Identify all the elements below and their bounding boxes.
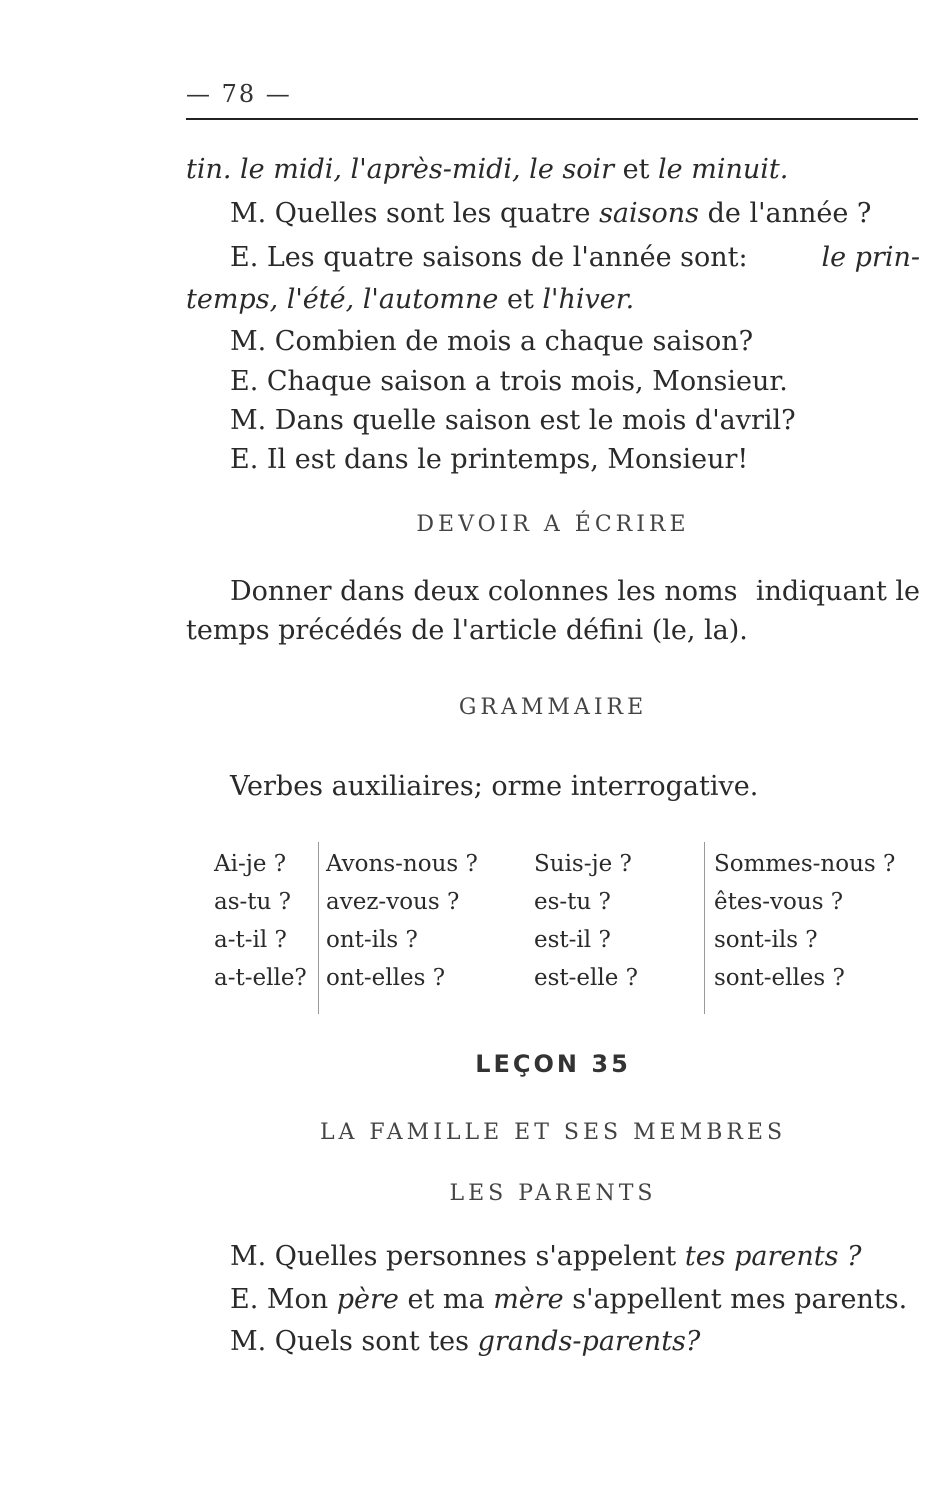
conj-column-1 <box>214 845 307 997</box>
conj-cell: sont-elles ? <box>714 965 845 991</box>
text-span: M. Quels sont tes <box>230 1326 478 1357</box>
dialogue-line-1 <box>230 1240 938 1274</box>
text-span: père <box>336 1284 399 1315</box>
conj-cell: ont-ils ? <box>326 927 418 953</box>
conj-cell: ont-elles ? <box>326 965 446 991</box>
devoir-heading: DEVOIR A ÉCRIRE <box>416 512 690 537</box>
text-span: le prin- <box>821 242 920 273</box>
text-span: et <box>614 154 659 185</box>
text-span: tin. le midi, l'après-midi, le soir <box>186 154 615 185</box>
conj-cell: Sommes-nous ? <box>714 851 896 877</box>
dialogue-line-3 <box>230 1325 938 1359</box>
text-span: E. Les quatre saisons de l'année sont: <box>230 242 748 273</box>
text-line-8: E. Il est dans le printemps, Monsieur! <box>230 444 749 475</box>
conj-column-2 <box>326 845 478 997</box>
text-span: tes parents ? <box>684 1241 862 1272</box>
lecon-title: LEÇON 35 <box>475 1050 631 1078</box>
text-span: le minuit. <box>658 154 789 185</box>
conj-cell: a-t-elle? <box>214 965 307 991</box>
conj-cell: Suis-je ? <box>534 851 632 877</box>
text-line-6: E. Chaque saison a trois mois, Monsieur. <box>230 366 788 397</box>
dialogue-line-2 <box>230 1283 938 1317</box>
conj-column-3 <box>534 845 638 997</box>
grammaire-heading: GRAMMAIRE <box>458 695 648 720</box>
conj-cell: avez-vous ? <box>326 889 460 915</box>
text-span: mère <box>493 1284 564 1315</box>
conj-cell: es-tu ? <box>534 889 611 915</box>
text-span: l'hiver. <box>542 284 635 315</box>
devoir-line-2: temps précédés de l'article défini (le, la). <box>186 615 748 646</box>
text-line-1 <box>186 153 920 187</box>
text-line-3 <box>230 241 920 275</box>
text-line-7: M. Dans quelle saison est le mois d'avril? <box>230 405 796 436</box>
column-separator <box>704 842 705 1014</box>
text-span: de l'année ? <box>699 198 872 229</box>
devoir-line-1 <box>230 575 920 609</box>
text-line-2 <box>230 197 938 231</box>
conj-cell: Ai-je ? <box>214 851 287 877</box>
text-span: indiquant le <box>755 576 920 607</box>
lecon-subtitle: LA FAMILLE ET SES MEMBRES <box>319 1120 787 1145</box>
grammaire-subtitle: Verbes auxiliaires; orme interrogative. <box>230 771 759 802</box>
text-line-5: M. Combien de mois a chaque saison? <box>230 326 754 357</box>
conj-cell: as-tu ? <box>214 889 291 915</box>
conj-cell: est-elle ? <box>534 965 639 991</box>
text-span: E. Mon <box>230 1284 337 1315</box>
text-span: M. Quelles personnes s'appelent <box>230 1241 685 1272</box>
text-span: s'appellent mes parents. <box>563 1284 908 1315</box>
text-span: Donner dans deux colonnes les noms <box>230 576 738 607</box>
text-span: et ma <box>398 1284 494 1315</box>
page-number: — 78 — <box>186 80 292 108</box>
text-line-4 <box>186 283 920 317</box>
lecon-subheading: LES PARENTS <box>449 1181 657 1206</box>
conj-cell: sont-ils ? <box>714 927 818 953</box>
text-span: temps, l'été, l'automne <box>186 284 499 315</box>
text-span: grands-parents? <box>477 1326 701 1357</box>
conj-column-4 <box>714 845 895 997</box>
text-span: M. Quelles sont les quatre <box>230 198 600 229</box>
text-span: et <box>498 284 543 315</box>
text-span: saisons <box>599 198 700 229</box>
conj-cell: êtes-vous ? <box>714 889 844 915</box>
header-rule <box>186 118 918 120</box>
conj-cell: est-il ? <box>534 927 611 953</box>
conj-cell: Avons-nous ? <box>326 851 478 877</box>
column-separator <box>318 842 319 1014</box>
conj-cell: a-t-il ? <box>214 927 287 953</box>
